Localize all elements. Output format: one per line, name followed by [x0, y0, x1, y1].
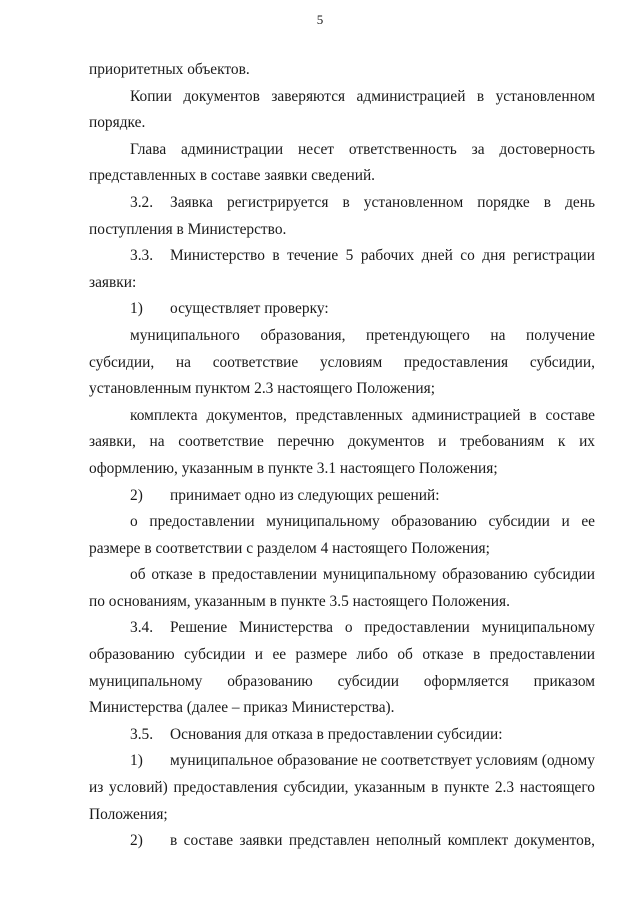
paragraph: комплекта документов, представленных администрацией в составе заявки, на соответствие перечню документов и требованиям к их оформлению, указанным в пункте 3.1 настоящего Положения; [89, 406, 595, 477]
item-number: 2) [130, 832, 143, 850]
list-item [89, 483, 595, 510]
item-number: 1) [130, 752, 143, 770]
item-number: 1) [130, 300, 143, 318]
paragraph: об отказе в предоставлении муниципальному образованию субсидии по основаниям, указанным в пункте 3.5 настоящего Положения. [89, 566, 595, 610]
item-text: в составе заявки представлен неполный комплект документов, [170, 832, 595, 850]
numbered-paragraph [89, 243, 595, 296]
numbered-paragraph [89, 722, 595, 749]
list-item [89, 748, 595, 828]
numbered-paragraph [89, 190, 595, 243]
clause-number: 3.3. [130, 247, 154, 265]
clause-text: Решение Министерства о предоставлении муниципальному образованию субсидии и ее размере либо об отказе в предоставлении муниципальному образованию субсидии оформляется приказом Министерства (далее – приказ Министерства). [89, 619, 595, 717]
clause-number: 3.4. [130, 619, 154, 637]
item-text: принимает одно из следующих решений: [170, 486, 440, 504]
list-item [89, 828, 595, 855]
paragraph: о предоставлении муниципальному образованию субсидии и ее размере в соответствии с разделом 4 настоящего Положения; [89, 513, 595, 557]
clause-number: 3.2. [130, 193, 154, 211]
clause-text: Заявка регистрируется в установленном порядке в день поступления в Министерство. [89, 193, 595, 238]
paragraph: приоритетных объектов. [89, 61, 250, 78]
paragraph: Копии документов заверяются администрацией в установленном порядке. [89, 87, 595, 132]
item-text: осуществляет проверку: [170, 300, 329, 318]
item-text: муниципальное образование не соответствует условиям (одному из условий) предоставления субсидии, указанным в пункте 2.3 настоящего Положения; [89, 752, 595, 823]
document-body [89, 57, 595, 855]
paragraph: муниципального образования, претендующего на получение субсидии, на соответствие условиям предоставления субсидии, установленным пунктом 2.3 настоящего Положения; [89, 326, 595, 398]
clause-number: 3.5. [130, 725, 154, 743]
list-item [89, 296, 595, 323]
clause-text: Министерство в течение 5 рабочих дней со дня регистрации заявки: [89, 247, 595, 291]
page-number: 5 [316, 12, 324, 27]
numbered-paragraph [89, 615, 595, 721]
clause-text: Основания для отказа в предоставлении субсидии: [170, 725, 503, 743]
paragraph: Глава администрации несет ответственность за достоверность представленных в составе заявки сведений. [89, 140, 595, 185]
item-number: 2) [130, 486, 143, 504]
